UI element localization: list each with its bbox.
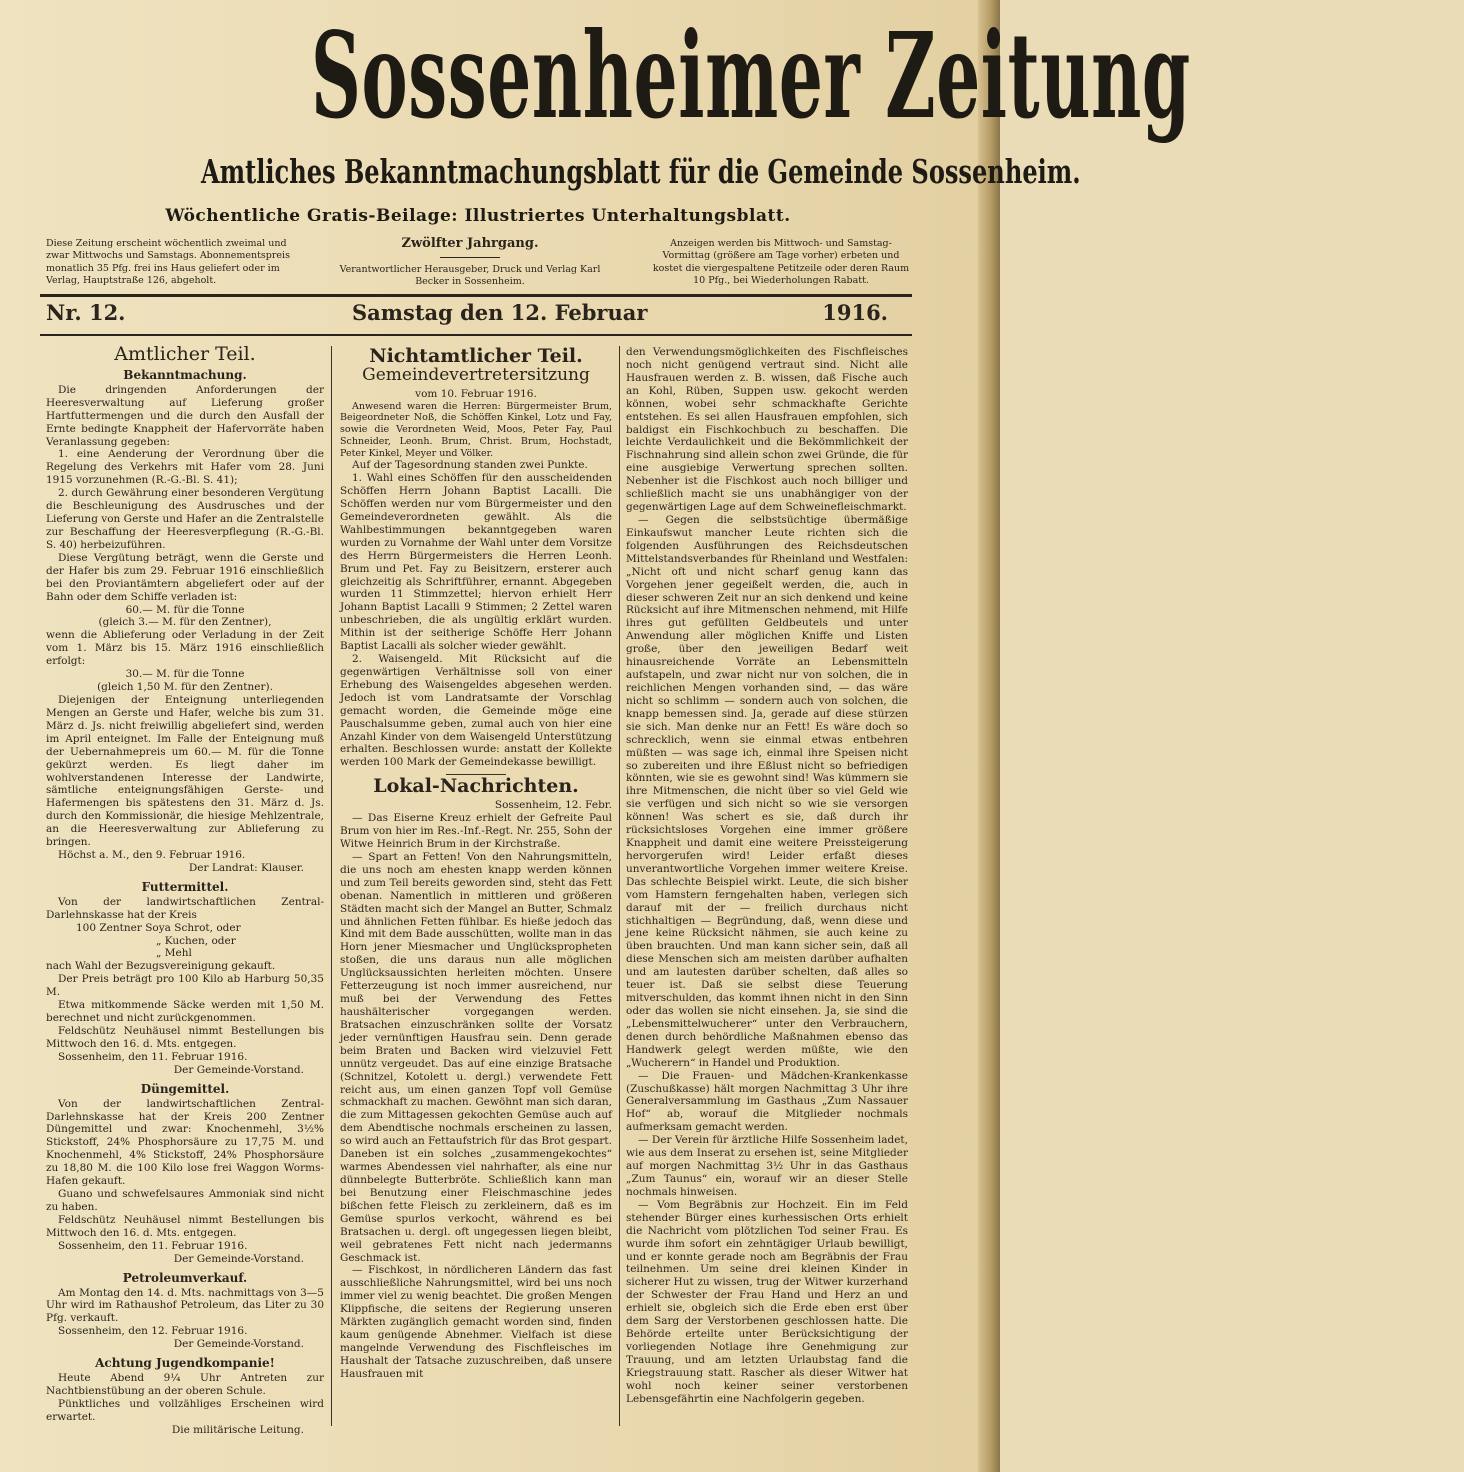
paragraph: — Das Eiserne Kreuz erhielt der Gefreite Paul Brum von hier im Res.-Inf.-Regt. Nr. 255, Sohn der Witwe Heinrich Brum in der Kirchstraße. <box>340 812 612 851</box>
signature-place: Sossenheim, den 12. Februar 1916. <box>58 1325 248 1338</box>
paragraph: den Verwendungsmöglichkeiten des Fischfleisches noch nicht genügend vertraut sind. Nicht alle Hausfrauen werden z. B. wissen, daß Fische auch an Kohl, Rüben, Suppen usw. gekocht werden können, wobei sehr schmackhafte Gerichte entstehen. Es sei allen Hausfrauen empfohlen, sich baldigst ein Fischkochbuch zu beschaffen. Die leichte Verdaulichkeit und die Bekömmlichkeit der Fischnahrung sind allein schon zwei Gründe, die für eine ausgiebige Verwertung sprechen sollten. Nebenher ist die Fischkost auch noch billiger und schließlich macht sie uns unabhängiger von der gegenwärtigen Lage auf dem Schweinefleischmarkt. <box>626 346 908 514</box>
column-rule <box>619 346 620 1426</box>
dateline <box>46 300 896 330</box>
paragraph: — Vom Begräbnis zur Hochzeit. Ein im Feld stehender Bürger eines kurhessischen Orts erhielt die Nachricht vom plötzlichen Tod seiner Frau. Es wurde ihm sofort ein zehntägiger Urlaub bewilligt, und er konnte gerade noch am Begräbnis der Frau teilnehmen. Um seine drei kleinen Kinder in sicherer Hut zu wissen, trug der Witwer kurzerhand der Schwester der Frau Hand und Herz an und erhielt sie, obgleich sich die Erde eben erst über dem Sarg der Verstorbenen geschlossen hatte. Die Behörde erteilte unter Berücksichtigung der vorliegenden Notlage ihre Genehmigung zur Trauung, und am letzten Urlaubstag fand die Kriegstrauung statt. Rascher als dieser Witwer hat wohl noch keiner seiner verstorbenen Lebensgefährtin eine Nachfolgerin gegeben. <box>626 1198 908 1405</box>
paragraph: Etwa mitkommende Säcke werden mit 1,50 M. berechnet und nicht zurückgenommen. <box>46 999 324 1025</box>
signature-place: Sossenheim, den 11. Februar 1916. <box>58 1050 248 1063</box>
article-title: Lokal-Nachrichten. <box>373 775 579 798</box>
list-line: „ Mehl <box>156 947 192 960</box>
paragraph: nach Wahl der Bezugsvereinigung gekauft. <box>46 960 276 973</box>
price-line: 30.— M. für die Tonne <box>125 668 245 681</box>
paragraph: — Fischkost, in nördlicheren Ländern das fast ausschließliche Nahrungsmittel, wird bei uns noch immer viel zu wenig beachtet. Die großen Mengen Klippfische, die seitens der Regierung unseren Märkten zugänglich gemacht worden sind, finden kaum genügende Abnehmer. Vielfach ist diese mangelnde Verwendung des Fischfleisches im Haushalt der Tatsache zuzuschreiben, daß unsere Hausfrauen mit <box>340 1264 612 1380</box>
masthead-beilage: Wöchentliche Gratis-Beilage: Illustriertes Unterhaltungsblatt. <box>165 206 791 226</box>
masthead-subtitle: Amtliches Bekanntmachungsblatt für die Gemeinde Sossenheim. <box>200 152 1081 191</box>
publisher: Verantwortlicher Herausgeber, Druck und Verlag Karl Becker in Sossenheim. <box>339 264 601 288</box>
price-line: 60.— M. für die Tonne <box>125 603 245 616</box>
article-title: Achtung Jugendkompanie! <box>95 1356 275 1371</box>
paragraph: Von der landwirtschaftlichen Zentral-Darlehnskasse hat der Kreis <box>46 895 324 921</box>
paragraph: 1. eine Aenderung der Verordnung über die Regelung des Verkehrs mit Hafer vom 28. Juni 1915 vorzunehmen (R.-G.-Bl. S. 41); <box>46 448 324 487</box>
signature: Der Landrat: Klauser. <box>188 861 304 874</box>
divider <box>40 294 912 297</box>
paragraph: — Die Frauen- und Mädchen-Krankenkasse (Zuschußkasse) hält morgen Nachmittag 3 Uhr ihre Generalversammlung im Gasthaus „Zum Nassauer Hof“ ab, worauf die Mitglieder nochmals aufmerksam gemacht werden. <box>626 1069 908 1134</box>
article-title: Düngemittel. <box>140 1081 230 1096</box>
divider <box>440 257 500 258</box>
advert-info: Anzeigen werden bis Mittwoch- und Samstag-Vormittag (größere am Tage vorher) erbeten und kostet die viergespaltene Petitzeile oder deren Raum 10 Pfg., bei Wiederholungen Rabatt. <box>652 238 910 287</box>
price-line: (gleich 3.— M. für den Zentner), <box>98 616 272 629</box>
article-title: Gemeindevertretersitzung <box>362 364 590 385</box>
paragraph: Feldschütz Neuhäusel nimmt Bestellungen bis Mittwoch den 16. d. Mts. entgegen. <box>46 1025 324 1050</box>
paragraph: Von der landwirtschaftlichen Zentral-Darlehnskasse hat der Kreis 200 Zentner Düngemittel und zwar: Knochenmehl, 3½% Stickstoff, 24% Phosphorsäure zu 17,75 M. und Knochenmehl, 4% Stickstoff, 24% Phosphorsäure zu 18,80 M. die 100 Kilo lose frei Waggon Worms-Hafen gekauft. <box>46 1097 324 1188</box>
issue-date: Samstag den 12. Februar <box>352 300 648 325</box>
list-line: 100 Zentner Soya Schrot, oder <box>76 921 241 934</box>
signature: Die militärische Leitung. <box>171 1423 304 1436</box>
column-amtlich <box>46 343 324 1437</box>
column-nichtamtlich <box>340 346 612 1381</box>
article-title: Futtermittel. <box>141 879 229 894</box>
section-heading: Nichtamtlicher Teil. <box>369 345 583 367</box>
paragraph: — Spart an Fetten! Von den Nahrungsmitteln, die uns noch am ehesten knapp werden können und zum Teil bereits geworden sind, steht das Fett obenan. Namentlich in mittleren und größeren Städten macht sich der Mangel an Butter, Schmalz und ähnlichen Fetten fühlbar. Es hieße jedoch das Kind mit dem Bade ausschütten, wollte man in das Horn jener Miesmacher und Unglückspropheten stoßen, die uns daraus nun alle möglichen Unglücksaussichten herleiten möchten. Unsere Fetterzeugung ist noch immer ausreichend, nur muß bei der Verwendung des Fettes haushälterischer vorgegangen werden. Bratsachen einzuschränken sollte der Vorsatz jeder vernünftigen Hausfrau sein. Denn gerade beim Braten und Backen wird vielzuviel Fett unnütz vergeudet. Das auf eine einzige Bratsache (Schnitzel, Kotolett u. dergl.) verwendete Fett reicht aus, um einen ganzen Topf voll Gemüse schmackhaft zu machen. Gewöhnt man sich daran, die zum Mittagessen gekochten Gemüse auch auf dem Abendtische nochmals erscheinen zu lassen, so wird auch an Fettaufstrich für das Brot gespart. Daneben ist ein solches „zusammengekochtes“ warmes Abendessen viel nahrhafter, als eine nur dünnbelegte Butterbröte. Schließlich kann man bei Benutzung einer Fleischmaschine jedes bißchen fette Fleisch zu zerkleinern, daß es im Gemüse spurlos verkocht, während es bei Bratsachen u. dergl. oft ungegessen liegen bleibt, weil gebratenes Fett nicht nach jedermanns Geschmack ist. <box>340 850 612 1264</box>
article-title: Bekanntmachung. <box>123 367 247 382</box>
paragraph: Pünktliches und vollzähliges Erscheinen wird erwartet. <box>46 1397 324 1423</box>
paragraph: Der Preis beträgt pro 100 Kilo ab Harburg 50,35 M. <box>46 973 324 999</box>
column-three <box>626 346 908 1406</box>
paragraph: Feldschütz Neuhäusel nimmt Bestellungen bis Mittwoch den 16. d. Mts. entgegen. <box>46 1213 324 1239</box>
signature: Der Gemeinde-Vorstand. <box>173 1063 304 1076</box>
paragraph: wenn die Ablieferung oder Verladung in der Zeit vom 1. März bis 15. März 1916 einschließlich erfolgt: <box>46 629 324 668</box>
paragraph: Auf der Tagesordnung standen zwei Punkte. <box>352 459 588 472</box>
issue-number: Nr. 12. <box>46 300 126 325</box>
divider <box>40 334 912 336</box>
signature-place: Höchst a. M., den 9. Februar 1916. <box>58 849 246 862</box>
paragraph: Diejenigen der Enteignung unterliegenden Mengen an Gerste und Hafer, welche bis zum 31. März d. Js. nicht freiwillig abgeliefert sind, werden im April enteignet. Im Falle der Enteignung muß der Uebernahmepreis um 60.— M. für die Tonne gekürzt werden. Es liegt daher im wohlverstandenen Interesse der Landwirte, sämtliche enteignungsfähigen Gerste- und Hafermengen bis spätestens den 31. März d. Js. durch den Kommissionär, die hiesige Mehlzentrale, an die Heeresverwaltung zur Ablieferung zu bringen. <box>46 693 324 849</box>
page-edge <box>978 0 1000 1472</box>
article-title: Petroleumverkauf. <box>122 1270 248 1285</box>
issue-year: 1916. <box>822 300 888 325</box>
paragraph: — Der Verein für ärztliche Hilfe Sossenheim ladet, wie aus dem Inserat zu ersehen ist, seine Mitglieder auf morgen Nachmittag 3½ Uhr in das Gasthaus „Zum Taunus“ ein, worauf wir an dieser Stelle nochmals hinweisen. <box>626 1134 908 1198</box>
paragraph: — Gegen die selbstsüchtige übermäßige Einkaufswut mancher Leute richten sich die folgenden Ausführungen des Reichsdeutschen Mittelstandsverbandes für Rheinland und Westfalen: „Nicht oft und nicht scharf genug kann das Vorgehen jener gegeißelt werden, die, auch in dieser schweren Zeit nur an sich denkend und keine Rücksicht auf ihre Mitmenschen nehmend, mit Hilfe ihres gut gefüllten Geldbeutels und unter Anwendung aller möglichen Kniffe und Listen große, über den jeweiligen Bedarf weit hinausreichende Vorräte an Lebensmitteln aufstapeln, und zwar nicht nur von solchen, die in reichlichen Mengen vorhanden sind, — das wäre nicht so schlimm — sondern auch von solchen, die knapp bemessen sind. Ja, gerade auf diese stürzen sie sich. Man denke nur an Fett! Es wäre doch so schrecklich, wenn sie einmal etwas entbehren müßten — was sage ich, einmal ihre Speisen nicht so zubereiten und ihre Eßlust nicht so befriedigen könnten, wie sie es gewohnt sind! Was kümmern sie ihre Mitmenschen, die nicht über so viel Geld wie sie verfügen und sich nicht so wie sie versorgen können! Was schert es sie, daß durch ihr rücksichtsloses Vorgehen eine immer größere Knappheit und damit eine weitere Preissteigerung hervorgerufen wird! Leider erfaßt dieses unverantwortliche Vorgehen immer weitere Kreise. Das schlechte Beispiel wirkt. Leute, die sich bisher vom Hamstern ferngehalten haben, verlegen sich darauf mit der — freilich durchaus nicht stichhaltigen — Begründung, daß, wenn diese und jene keine Rücksicht nähmen, sie auch keine zu üben brauchten. Und man kann sicher sein, daß all diese Menschen sich am meisten darüber aufhalten und am lautesten darüber schelten, daß alles so teuer ist. Daß sie selbst diese Teuerung mitverschulden, das kommt ihnen nicht in den Sinn oder das wollen sie nicht einsehen. Ja, sie sind die „Lebensmittelwucherer“ unter den Verbrauchern, denen durch behördliche Maßnahmen ebenso das Handwerk gelegt werden müßte, wie den „Wucherern“ in Handel und Produktion. <box>626 513 908 1069</box>
paragraph: Anwesend waren die Herren: Bürgermeister Brum, Beigeordneter Noß, die Schöffen Kinkel, Lotz und Fay, sowie die Verordneten Weid, Moos, Peter Fay, Paul Schneider, Leonh. Brum, Christ. Brum, Hochstadt, Peter Kinkel, Meyer und Völker. <box>340 400 612 459</box>
paragraph: Heute Abend 9¼ Uhr Antreten zur Nachtbienstübung an der oberen Schule. <box>46 1372 324 1397</box>
subscription-info: Diese Zeitung erscheint wöchentlich zweimal und zwar Mittwochs und Samstags. Abonnementspreis monatlich 35 Pfg. frei ins Haus geliefert oder im Verlag, Hauptstraße 126, abgeholt. <box>46 238 290 287</box>
article-date: vom 10. Februar 1916. <box>415 387 537 400</box>
masthead-title: Sossenheimer Zeitung <box>310 7 1191 146</box>
publisher-info <box>330 236 610 289</box>
paragraph: 2. durch Gewährung einer besonderen Vergütung die Beschleunigung des Ausdrusches und der Lieferung von Gerste und Hafer an die Zentralstelle zur Beschaffung der Heeresverpflegung (R.-G.-Bl. S. 40) herbeizuführen. <box>46 487 324 551</box>
dateline-place: Sossenheim, 12. Febr. <box>494 799 612 812</box>
price-line: (gleich 1,50 M. für den Zentner). <box>97 681 273 694</box>
volume: Zwölfter Jahrgang. <box>401 236 539 251</box>
paragraph: Guano und schwefelsaures Ammoniak sind nicht zu haben. <box>46 1188 324 1213</box>
paragraph: 2. Waisengeld. Mit Rücksicht auf die gegenwärtigen Verhältnisse soll von einer Erhebung des Waisengeldes abgesehen werden. Jedoch ist vom Landratsamte der Vorschlag gemacht worden, die Gemeinde möge eine Pauschalsumme geben, zumal auch von hier eine Anzahl Kinder von dem Waisengeld Unterstützung erhalten. Beschlossen wurde: anstatt der Kollekte werden 100 Mark der Gemeindekasse bewilligt. <box>340 653 612 769</box>
paragraph: Am Montag den 14. d. Mts. nachmittags von 3—5 Uhr wird im Rathaushof Petroleum, das Liter zu 30 Pfg. verkauft. <box>46 1286 324 1325</box>
column-rule <box>331 346 332 1426</box>
paragraph: Die dringenden Anforderungen der Heeresverwaltung auf Lieferung großer Hartfuttermengen und die durch den Ausfall der Ernte bedingte Knappheit der Hafervorräte haben Veranlassung gegeben: <box>46 383 324 448</box>
signature: Der Gemeinde-Vorstand. <box>173 1338 304 1351</box>
signature: Der Gemeinde-Vorstand. <box>173 1252 304 1265</box>
section-heading: Amtlicher Teil. <box>114 343 256 365</box>
list-line: „ Kuchen, oder <box>156 934 236 947</box>
paragraph: 1. Wahl eines Schöffen für den ausscheidenden Schöffen Herrn Johann Baptist Lacalli. Die Schöffen werden nur vom Bürgermeister und den Gemeindeverordneten gewählt. Als die Wahlbestimmungen bekanntgegeben waren wurden zu Vornahme der Wahl unter dem Vorsitze des Herrn Bürgermeisters die Herren Leonh. Brum und Pet. Fay zu Beisitzern, ersterer auch gleichzeitig als Schriftführer, ernannt. Abgegeben wurden 11 Stimmzettel; hiervon erhielt Herr Johann Baptist Lacalli 9 Stimmen; 2 Zettel waren unbeschrieben, die als ungültig erklärt wurden. Mithin ist der seitherige Schöffe Herr Johann Baptist Lacalli als solcher wieder gewählt. <box>340 472 612 653</box>
paragraph: Diese Vergütung beträgt, wenn die Gerste und der Hafer bis zum 29. Februar 1916 einschließlich bei den Proviantämtern abgeliefert oder auf der Bahn oder dem Schiffe verladen ist: <box>46 551 324 603</box>
signature-place: Sossenheim, den 11. Februar 1916. <box>58 1239 248 1252</box>
